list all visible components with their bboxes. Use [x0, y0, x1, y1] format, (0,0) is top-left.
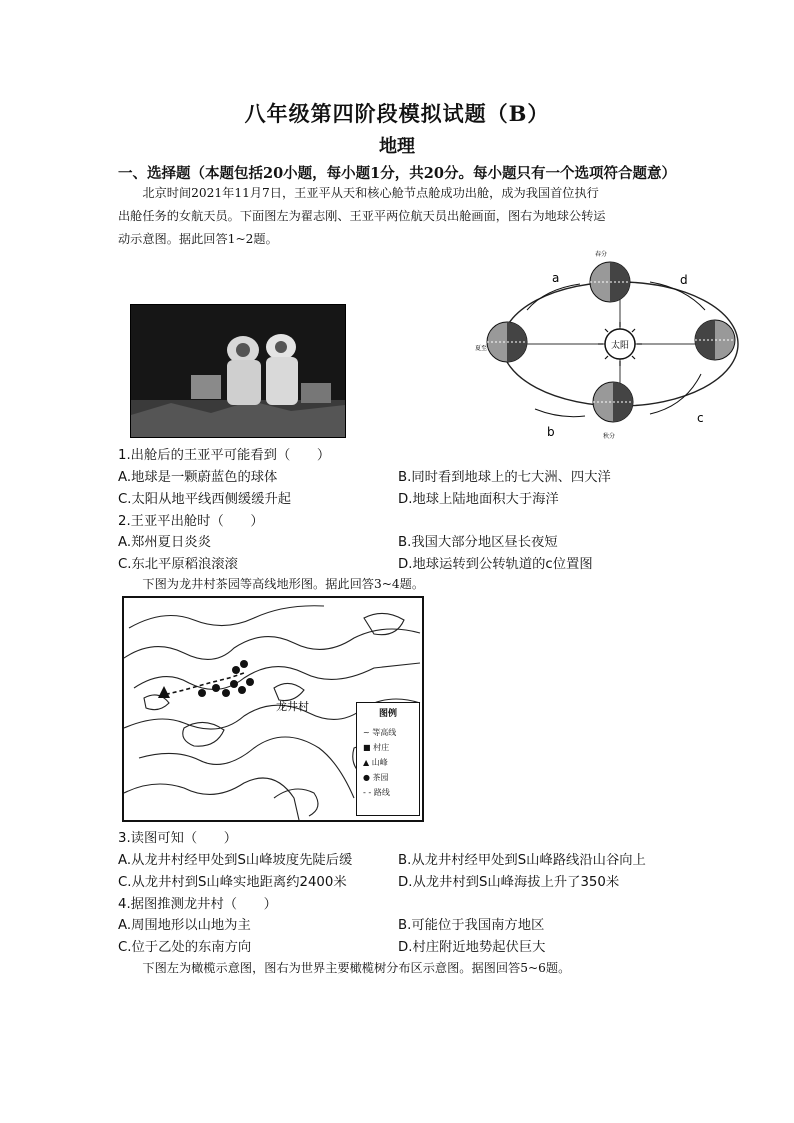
- contour-icon: ~: [363, 728, 370, 737]
- legend-item-contour: ~ 等高线: [363, 728, 397, 737]
- intro-line: 动示意图。据此回答1~2题。: [118, 232, 278, 246]
- q3-option-b[interactable]: B.从龙井村经甲处到S山峰路线沿山谷向上: [398, 853, 646, 868]
- question-2-stem: 2.王亚平出舱时（ ）: [118, 514, 264, 529]
- q3-option-a[interactable]: A.从龙井村经甲处到S山峰坡度先陡后缓: [118, 853, 353, 868]
- orbit-label-d: d: [680, 273, 688, 287]
- intro-line: 下图为龙井村茶园等高线地形图。据此回答3~4题。: [142, 577, 425, 591]
- orbit-label-b: b: [547, 425, 555, 439]
- legend-item-peak: ▲ 山峰: [363, 758, 388, 767]
- q2-option-d[interactable]: D.地球运转到公转轨道的c位置图: [398, 557, 593, 572]
- orbit-tag-top: 春分: [595, 251, 608, 258]
- q1-option-b[interactable]: B.同时看到地球上的七大洲、四大洋: [398, 470, 611, 485]
- earth-left: [487, 322, 527, 362]
- sun-icon: [598, 322, 642, 366]
- astronaut-photo: [130, 304, 346, 438]
- intro-paragraph-2: [118, 573, 678, 596]
- orbit-tag-left: 夏至: [475, 345, 488, 352]
- legend-item-village: ■ 村庄: [363, 743, 390, 752]
- q2-option-a[interactable]: A.郑州夏日炎炎: [118, 535, 211, 550]
- paper-title: 八年级第四阶段模拟试题（B）: [244, 101, 550, 126]
- tea-garden-icons: [198, 660, 254, 697]
- intro-paragraph-1: [118, 182, 678, 251]
- q1-option-c[interactable]: C.太阳从地平线西侧缓缓升起: [118, 492, 292, 507]
- intro-line: 下图左为橄榄示意图，图右为世界主要橄榄树分布区示意图。据图回答5~6题。: [142, 961, 571, 975]
- q4-option-a[interactable]: A.周围地形以山地为主: [118, 918, 251, 933]
- tea-icon: ●: [363, 773, 370, 782]
- q1-option-a[interactable]: A.地球是一颗蔚蓝色的球体: [118, 470, 278, 485]
- route-icon: - -: [363, 788, 372, 797]
- legend-item-route: - - 路线: [363, 788, 390, 797]
- orbit-label-c: c: [697, 411, 704, 425]
- q2-option-c[interactable]: C.东北平原稻浪滚滚: [118, 557, 238, 572]
- section-heading: 一、选择题（本题包括20小题，每小题1分，共20分。每小题只有一个选项符合题意）: [118, 165, 676, 182]
- orbit-label-a: a: [552, 271, 560, 285]
- intro-line: 北京时间2021年11月7日，王亚平从天和核心舱节点舱成功出舱，成为我国首位执行: [142, 186, 599, 200]
- question-1-stem: 1.出舱后的王亚平可能看到（ ）: [118, 448, 331, 463]
- q3-option-c[interactable]: C.从龙井村到S山峰实地距离约2400米: [118, 875, 347, 890]
- earth-right: [695, 320, 735, 360]
- earth-bottom: [593, 382, 633, 422]
- orbit-tag-bottom: 秋分: [603, 433, 616, 440]
- peak-icon: ▲: [363, 758, 370, 767]
- legend-item-tea: ● 茶园: [363, 773, 389, 782]
- village-label: 龙井村: [276, 700, 309, 713]
- village-icon: ■: [363, 743, 371, 752]
- q2-option-b[interactable]: B.我国大部分地区昼长夜短: [398, 535, 558, 550]
- intro-line: 出舱任务的女航天员。下面图左为翟志刚、王亚平两位航天员出舱画面，图右为地球公转运: [118, 209, 606, 223]
- intro-paragraph-3: [118, 957, 698, 980]
- earth-top: [590, 262, 630, 302]
- q4-option-d[interactable]: D.村庄附近地势起伏巨大: [398, 940, 546, 955]
- map-legend: [356, 702, 420, 816]
- peak-icon: [158, 686, 170, 698]
- subject-title: 地理: [379, 136, 415, 157]
- legend-title: 图例: [378, 709, 397, 719]
- question-3-stem: 3.读图可知（ ）: [118, 831, 238, 846]
- sun-label: 太阳: [610, 341, 630, 351]
- q1-option-d[interactable]: D.地球上陆地面积大于海洋: [398, 492, 559, 507]
- q4-option-c[interactable]: C.位于乙处的东南方向: [118, 940, 252, 955]
- earth-orbit-diagram: [475, 244, 765, 444]
- q4-option-b[interactable]: B.可能位于我国南方地区: [398, 918, 545, 933]
- q3-option-d[interactable]: D.从龙井村到S山峰海拔上升了350米: [398, 875, 620, 890]
- question-4-stem: 4.据图推测龙井村（ ）: [118, 897, 277, 912]
